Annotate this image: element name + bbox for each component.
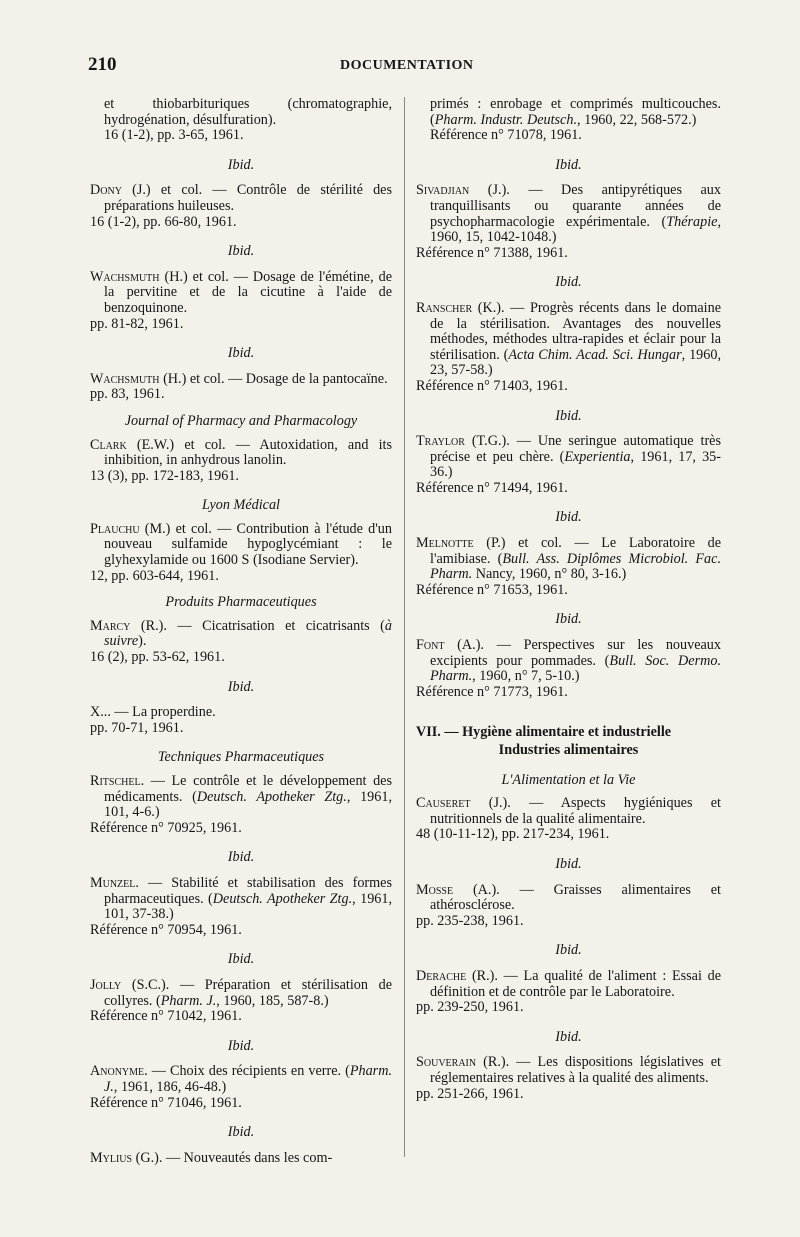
bibliography-entry <box>90 978 392 1025</box>
bibliography-entry <box>416 796 721 843</box>
entry-text: (A.). — Graisses alimentaires et athérosclérose. <box>430 881 721 914</box>
entry-reference: Référence n° 71653, 1961. <box>416 581 568 598</box>
entry-text-end: ). <box>138 633 147 650</box>
right-column <box>416 97 721 1102</box>
entry-text: (P.) et col. — Le Laboratoire de l'amibiase. ( <box>430 535 721 567</box>
entry-italic-text: Pharm. J. <box>104 1063 392 1095</box>
entry-italic-text: Pharm. Industr. Deutsch. <box>434 111 577 128</box>
page-header <box>0 54 800 80</box>
entry-reference: Référence n° 71042, 1961. <box>90 1008 242 1025</box>
journal-heading: Produits Pharmaceutiques <box>165 594 317 611</box>
bibliography-entry <box>90 619 392 666</box>
entry-text: X... — La properdine. <box>90 704 216 721</box>
entry-reference: 48 (10-11-12), pp. 217-234, 1961. <box>416 826 610 843</box>
author-name: Derache <box>416 967 467 984</box>
entry-text: (M.) et col. — Contribution à l'étude d'un nouveau sulfamide hypoglycémiant : le glyhexylamide ou 1600 S (Isodiane Servier). <box>104 520 392 569</box>
author-name: Ritschel <box>90 773 141 789</box>
ibid-label: Ibid. <box>227 345 255 362</box>
entry-reference: pp. 251-266, 1961. <box>416 1085 524 1102</box>
entry-text-end: , 1960, n° 7, 5-10.) <box>472 668 580 685</box>
entry-text-end: , 1961, 101, 4-6.) <box>104 788 393 821</box>
author-name: Wachsmuth <box>90 268 160 285</box>
ibid-label: Ibid. <box>227 243 255 260</box>
bibliography-entry <box>90 270 392 332</box>
entry-reference: 16 (1-2), pp. 3-65, 1961. <box>104 127 244 144</box>
entry-reference: pp. 235-238, 1961. <box>416 912 524 929</box>
entry-text: (J.). — Aspects hygiéniques et nutritionnels de la qualité alimentaire. <box>430 795 721 827</box>
ibid-label: Ibid. <box>227 951 255 968</box>
entry-text: (S.C.). — Préparation et stérilisation de collyres. ( <box>104 976 392 1009</box>
entry-continuation <box>416 97 721 144</box>
author-name: Anonyme <box>90 1063 145 1080</box>
entry-text-end: , 1960, 22, 568-572.) <box>577 111 697 128</box>
ibid-label: Ibid. <box>555 509 582 526</box>
author-name: Jolly <box>90 976 122 993</box>
entry-text: (R.). — Cicatrisation et cicatrisants ( <box>130 617 385 634</box>
entry-italic-text: Deutsch. Apotheker Ztg. <box>212 890 353 907</box>
author-name: Melnotte <box>416 535 474 552</box>
entry-text: primés : enrobage et comprimés multicouches. ( <box>430 96 721 128</box>
entry-text-end: Nancy, 1960, n° 80, 3-16.) <box>472 566 627 583</box>
bibliography-entry <box>416 183 721 261</box>
author-name: Font <box>416 637 445 654</box>
entry-italic-text: Thérapie <box>666 213 718 230</box>
ibid-label: Ibid. <box>227 849 255 866</box>
ibid-label: Ibid. <box>555 611 582 628</box>
entry-reference: Référence n° 70925, 1961. <box>90 819 242 836</box>
entry-reference: Référence n° 71046, 1961. <box>90 1094 242 1111</box>
author-name: Sivadjian <box>416 182 470 199</box>
bibliography-entry <box>90 705 392 736</box>
ibid-label: Ibid. <box>555 274 582 291</box>
entry-text-end: , 1960, 15, 1042-1048.) <box>430 213 721 246</box>
entry-text: (A.). — Perspectives sur les nouveaux excipients pour pommades. ( <box>430 637 721 669</box>
entry-text: (K.). — Progrès récents dans le domaine de la stérilisation. Avantages des nouvelles méthodes, méthodes ultra-rapides et éclair pour la stérilisation. ( <box>430 299 721 363</box>
bibliography-entry <box>416 536 721 598</box>
author-name: Traylor <box>416 433 465 450</box>
entry-text: . — Choix des récipients en verre. ( <box>144 1063 350 1080</box>
bibliography-entry <box>90 522 392 584</box>
bibliography-entry <box>90 372 392 403</box>
bibliography-entry <box>90 1151 392 1167</box>
ibid-label: Ibid. <box>227 1124 255 1141</box>
bibliography-entry <box>416 1055 721 1102</box>
author-name: Mosse <box>416 881 454 898</box>
author-name: Clark <box>90 436 127 453</box>
entry-text: et thiobarbituriques (chromatographie, hydrogénation, désulfuration). <box>104 96 392 128</box>
entry-reference: 16 (1-2), pp. 66-80, 1961. <box>90 213 237 230</box>
entry-text: (J.). — Des antipyrétiques aux tranquillisants ou quarante années de psychopharmacologie expérimentale. ( <box>430 182 721 230</box>
bibliography-entry <box>416 638 721 700</box>
entry-text-end: , 1960, 185, 587-8.) <box>216 992 329 1009</box>
entry-italic-text: Bull. Soc. Dermo. Pharm. <box>430 652 721 685</box>
entry-reference: Référence n° 71403, 1961. <box>416 377 568 394</box>
author-name: Marcy <box>90 617 131 634</box>
author-name: Munzel <box>90 874 136 891</box>
ibid-label: Ibid. <box>555 855 582 872</box>
section-heading: VII. — Hygiène alimentaire et industrielle <box>416 724 672 741</box>
entry-reference: Référence n° 70954, 1961. <box>90 921 242 938</box>
author-name: Dony <box>90 182 122 199</box>
bibliography-entry <box>416 434 721 496</box>
entry-reference: pp. 83, 1961. <box>90 386 165 403</box>
ibid-label: Ibid. <box>555 1028 582 1045</box>
left-column <box>90 97 392 1166</box>
entry-reference: 12, pp. 603-644, 1961. <box>90 567 219 584</box>
entry-italic-text: Bull. Ass. Diplômes Microbiol. Fac. Pharm. <box>430 550 721 583</box>
journal-heading: L'Alimentation et la Vie <box>501 771 636 788</box>
ibid-label: Ibid. <box>227 678 255 695</box>
entry-continuation <box>90 97 392 144</box>
bibliography-entry <box>90 1064 392 1111</box>
ibid-label: Ibid. <box>555 156 582 173</box>
page-number: 210 <box>88 54 117 75</box>
bibliography-entry <box>90 774 392 836</box>
entry-text-end: , 1961, 186, 46-48.) <box>113 1078 227 1095</box>
bibliography-entry <box>416 301 721 395</box>
author-name: Souverain <box>416 1054 477 1071</box>
bibliography-entry <box>416 969 721 1016</box>
entry-reference: Référence n° 71078, 1961. <box>430 127 582 144</box>
entry-reference: Référence n° 71494, 1961. <box>416 479 568 496</box>
author-name: Wachsmuth <box>90 370 160 387</box>
entry-text-end: , 1961, 101, 37-38.) <box>104 890 393 923</box>
entry-text: . — Stabilité et stabilisation des formes pharmaceutiques. ( <box>104 874 392 907</box>
journal-heading: Lyon Médical <box>202 497 280 514</box>
subsection-heading: Industries alimentaires <box>498 742 639 758</box>
entry-reference: Référence n° 71773, 1961. <box>416 683 568 700</box>
entry-text: (H.) et col. — Dosage de la pantocaïne. <box>159 370 388 387</box>
bibliography-entry <box>90 438 392 485</box>
entry-reference: Référence n° 71388, 1961. <box>416 244 568 261</box>
entry-text: (J.) et col. — Contrôle de stérilité des préparations huileuses. <box>104 182 392 214</box>
author-name: Causeret <box>416 795 471 812</box>
entry-text-end: , 1961, 17, 35-36.) <box>430 448 721 481</box>
author-name: Plauchu <box>90 520 140 537</box>
ibid-label: Ibid. <box>555 407 582 424</box>
author-name: Mylius <box>90 1149 133 1166</box>
bibliography-entry <box>90 876 392 938</box>
ibid-label: Ibid. <box>227 156 255 173</box>
entry-text: (R.). — Les dispositions législatives et réglementaires relatives à la qualité des aliments. <box>430 1054 721 1086</box>
bibliography-entry <box>90 183 392 230</box>
entry-text-end: , 1960, 23, 57-58.) <box>430 346 721 379</box>
entry-italic-text: Deutsch. Apotheker Ztg. <box>196 788 347 805</box>
journal-heading: Techniques Pharmaceutiques <box>157 749 325 766</box>
entry-text: (H.) et col. — Dosage de l'émétine, de la pervitine et de la cicutine à l'aide de benzoquinone. <box>104 268 392 316</box>
entry-text: (G.). — Nouveautés dans les com- <box>132 1149 333 1166</box>
column-divider <box>404 97 405 1157</box>
entry-italic-text: Experientia <box>564 448 631 465</box>
entry-reference: pp. 239-250, 1961. <box>416 999 524 1016</box>
entry-reference: pp. 81-82, 1961. <box>90 315 184 332</box>
bibliography-entry <box>416 883 721 930</box>
entry-italic-text: Acta Chim. Acad. Sci. Hungar <box>508 346 682 363</box>
ibid-label: Ibid. <box>227 1037 255 1054</box>
entry-text: (E.W.) et col. — Autoxidation, and its inhibition, in anhydrous lanolin. <box>104 436 392 469</box>
entry-text: . — Le contrôle et le développement des médicaments. ( <box>104 773 392 805</box>
entry-italic-text: Pharm. J. <box>160 992 217 1009</box>
entry-text: (R.). — La qualité de l'aliment : Essai de définition et de contrôle par le Laboratoire. <box>430 967 721 1000</box>
journal-heading: Journal of Pharmacy and Pharmacology <box>124 412 358 429</box>
author-name: Ranscher <box>416 299 473 316</box>
entry-reference: pp. 70-71, 1961. <box>90 719 184 736</box>
entry-reference: 16 (2), pp. 53-62, 1961. <box>90 649 225 666</box>
entry-reference: 13 (3), pp. 172-183, 1961. <box>90 467 239 484</box>
running-title: DOCUMENTATION <box>340 58 474 73</box>
entry-text: (T.G.). — Une seringue automatique très précise et peu chère. ( <box>430 433 721 465</box>
entry-italic-text: à suivre <box>104 617 392 650</box>
ibid-label: Ibid. <box>555 942 582 959</box>
